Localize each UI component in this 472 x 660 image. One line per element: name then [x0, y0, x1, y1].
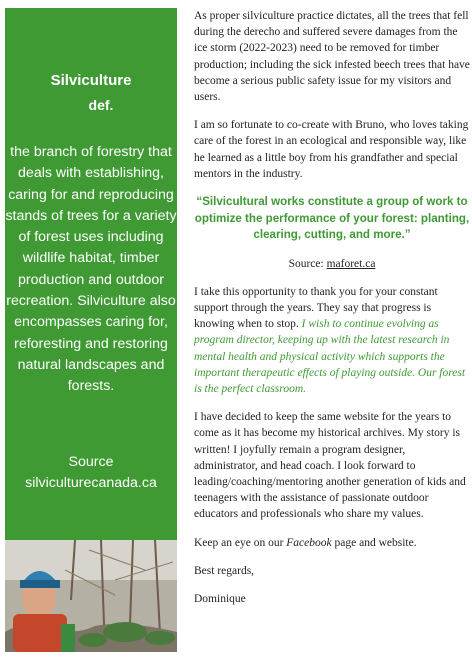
author-photo — [5, 540, 177, 652]
paragraph-3-text: I take this opportunity to thank you for your constant support through the years. They say that progress is knowing when to stop. — [194, 285, 438, 331]
paragraph-5-text-end: page and website. — [331, 536, 417, 549]
sidebar-definition: the branch of forestry that deals with establishing, caring for and reproducing stands of trees for a variety of forest uses including wildlife habitat, timber production and outdoor recreation. Silviculture also encompasses caring for, reforesting and restoring natural landscapes and forests. — [5, 144, 177, 395]
paragraph-5-text-start: Keep an eye on our — [194, 536, 287, 549]
sidebar-title: Silviculture — [50, 72, 132, 89]
definition-sidebar — [5, 8, 177, 540]
paragraph-4: I have decided to keep the same website for the years to come as it has become my historical archives. My story is written! I joyfully remain a program designer, administrator, and head coach. I look forward to leading/coaching/mentoring another generation of kids and teenagers with the assistance of passionate outdoor educators and professionals who share my values. — [194, 411, 466, 521]
signature: Dominique — [194, 592, 246, 605]
paragraph-2: I am so fortunate to co-create with Bruno, who loves taking care of the forest in an ecological and responsible way, like he learned as a little boy from his grandfather and special mentors in the industry. — [194, 119, 469, 180]
closing: Best regards, — [194, 564, 255, 577]
sidebar-source — [5, 452, 177, 495]
sidebar-source-site: silviculturecanada.ca — [25, 475, 157, 492]
paragraph-3 — [194, 284, 470, 397]
photo-illustration — [5, 540, 177, 652]
quote-source-label: Source: — [288, 257, 324, 270]
quote-source — [194, 256, 470, 272]
quote-source-link[interactable]: maforet.ca — [326, 257, 376, 270]
paragraph-1: As proper silviculture practice dictates, all the trees that fell during the derecho and suffered severe damages from the ice storm (2022-2023) need to be removed for timber production; including the sick infested beech trees that have become a serious public safety issue for my visitors and users. — [194, 10, 470, 104]
paragraph-3-highlight: I wish to continue evolving as program director, keeping up with the latest research in mental health and physical activity which supports the important therapeutic effects of playing outside. Our forest is the perfect classroom. — [194, 318, 466, 395]
facebook-mention: Facebook — [286, 536, 332, 549]
sidebar-def-label: def. — [88, 97, 114, 113]
quote: “Silvicultural works constitute a group of work to optimize the performance of your forest: planting, clearing, cutting, and more.” — [194, 195, 470, 242]
main-text — [194, 8, 470, 619]
paragraph-5 — [194, 535, 470, 551]
sidebar-source-label: Source — [68, 454, 114, 470]
